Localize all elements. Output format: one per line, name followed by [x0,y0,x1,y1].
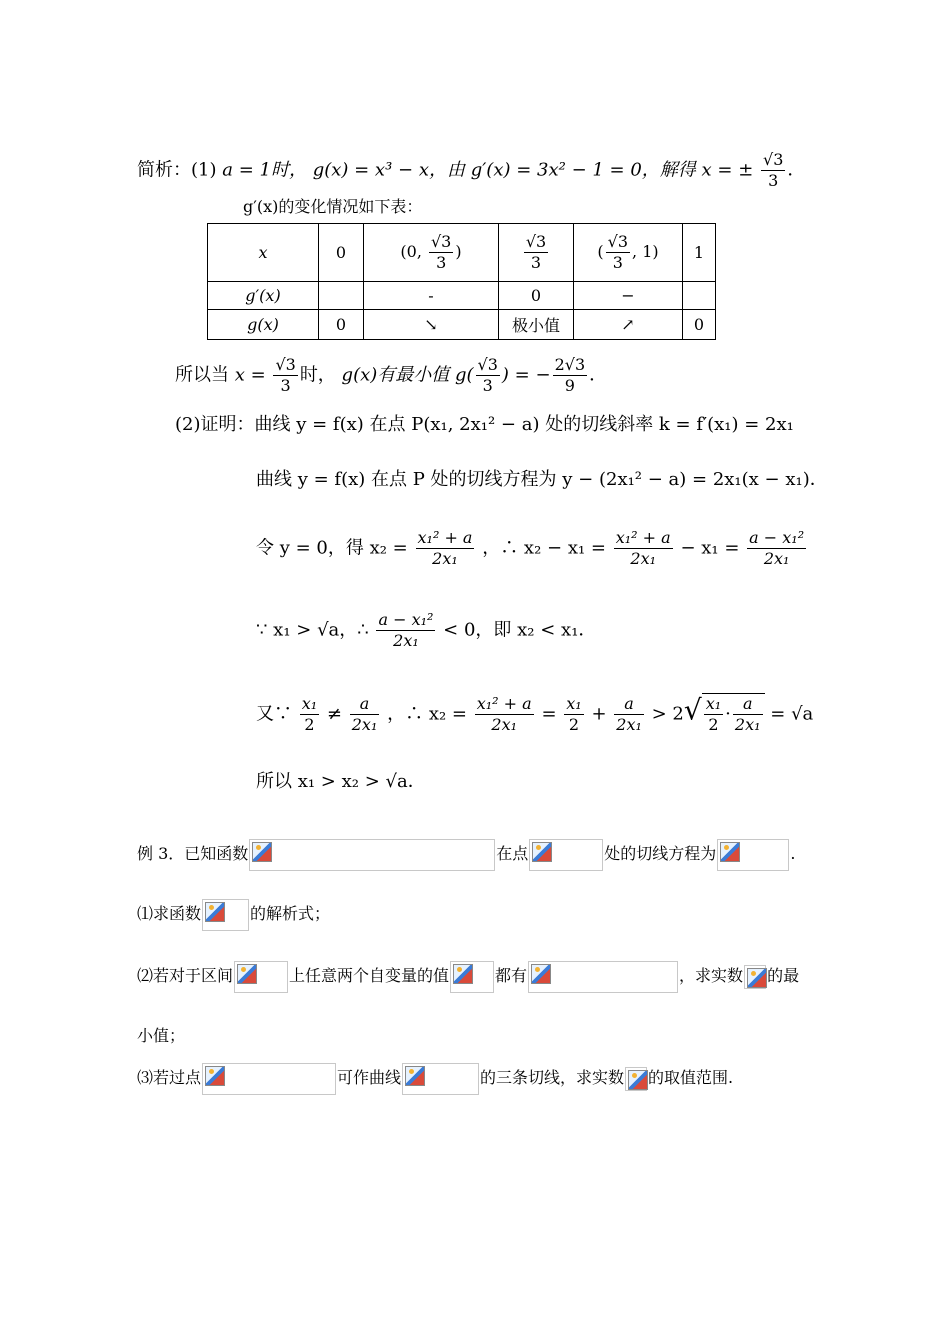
example-line4: 小值； [137,1026,186,1045]
formula-image [234,961,288,993]
formula-image [528,961,678,993]
broken-image-icon [205,902,225,922]
broken-image-icon [628,1070,648,1090]
formula-image [202,899,249,931]
part2-line4: ∵ x₁ > √a，∴ $\frac{\text{a − x₁²}}{\text{2x₁}}$ < 0，即 x₂ < x₁． [256,610,597,650]
broken-image-icon [531,964,551,984]
formula-image [744,965,766,989]
broken-image-icon [252,842,272,862]
broken-image-icon [205,1066,225,1086]
table-row: g′(x) - 0 − [208,282,716,310]
broken-image-icon [532,842,552,862]
example-line2: ⑴求函数 的解析式； [137,898,330,931]
part2-line6: 所以 x₁ > x₂ > √a． [256,771,426,792]
formula-image [625,1067,647,1091]
formula-image [249,839,495,871]
broken-image-icon [405,1066,425,1086]
example-line5: ⑶若过点 可作曲线 的三条切线，求实数 的取值范围. [137,1062,733,1095]
formula-image [450,961,494,993]
part2-line3: 令 y = 0，得 x₂ = $\frac{\text{x₁² + a}}{\text{2x₁}}$ ，∴ x₂ − x₁ = $\frac{\text{x₁² + a}}{\text{2x₁}}$ − x₁ = $\frac{\text{a − x₁²}}{\text{2x₁}}$ [256,528,805,568]
part2-line5: 又∵ $\frac{\text{x₁}}{2}$ ≠ $\frac{a}{\text{2x₁}}$ ，∴ x₂ = $\frac{\text{x₁² + a}}{\text{2x₁}}$ = $\frac{\text{x₁}}{2}$ + $\frac{a}{\text{2x₁}}$ > 2√ $\frac{\text{x₁}}{2}$ · $\frac{a}{\text{2x₁}}$ = √a [256,693,814,734]
broken-image-icon [720,842,740,862]
analysis-part1: 简析：(1) a = 1时， g(x) = x³ − x，由 g′(x) = 3x² − 1 = 0，解得 x = ± $\frac{√3}{3}$ ． [137,150,806,190]
broken-image-icon [747,968,767,988]
part2-line1: (2)证明：曲线 y = f(x) 在点 P(x₁, 2x₁² − a) 处的切线斜率 k = f′(x₁) = 2x₁ [175,414,794,435]
example-line3: ⑵若对于区间 上任意两个自变量的值 都有 ，求实数 的最 [137,960,799,993]
broken-image-icon [453,964,473,984]
example-line1: 例 3．已知函数 在点 处的切线方程为 . [137,838,795,871]
formula-image [717,839,789,871]
variation-table: x 0 (0, $\frac{√3}{3}$ ) $\frac{√3}{3}$ ( $\frac{√3}{3}$ , 1) 1 g′(x) - 0 − g(x) 0 ↘ 极小值 ↗ 0 [207,223,716,340]
formula-image [529,839,603,871]
part-label: 简析：(1) [137,159,217,181]
fraction: $\frac{√3}{3}$ [763,150,784,190]
table-intro: g′(x)的变化情况如下表： [243,197,423,216]
formula-image [202,1063,336,1095]
min-line: 所以当 x = $\frac{√3}{3}$ 时， g(x)有最小值 g( $\frac{√3}{3}$ ) = − $\frac{2√3}{9}$ ． [175,355,608,395]
formula-image [402,1063,479,1095]
part2-line2: 曲线 y = f(x) 在点 P 处的切线方程为 y − (2x₁² − a) = 2x₁(x − x₁)． [256,469,828,490]
broken-image-icon [237,964,257,984]
table-row: g(x) 0 ↘ 极小值 ↗ 0 [208,310,716,340]
